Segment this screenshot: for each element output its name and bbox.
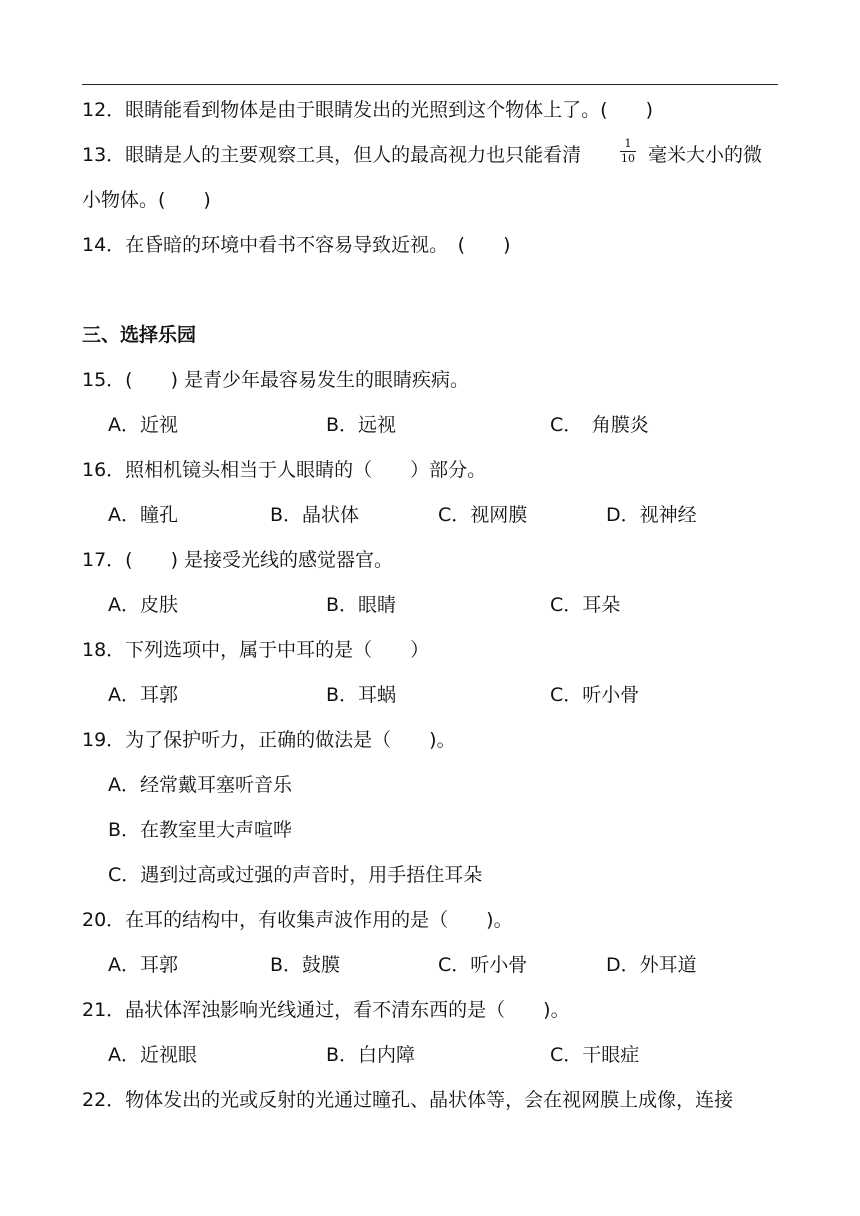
q16-option-a: A．瞳孔	[108, 504, 178, 526]
q20-option-d: D．外耳道	[606, 954, 697, 976]
question-18: 18．下列选项中，属于中耳的是（ ）	[82, 639, 430, 661]
q19-option-c: C．遇到过高或过强的声音时，用手捂住耳朵	[108, 864, 483, 886]
q20-option-b: B．鼓膜	[270, 954, 341, 976]
fraction-numerator: 1	[624, 137, 632, 150]
question-22: 22．物体发出的光或反射的光通过瞳孔、晶状体等，会在视网膜上成像，连接	[82, 1089, 734, 1111]
question-17: 17．( ) 是接受光线的感觉器官。	[82, 549, 394, 571]
q20-option-a: A．耳郭	[108, 954, 178, 976]
q17-option-a: A．皮肤	[108, 594, 178, 616]
question-13-part-a: 13．眼睛是人的主要观察工具，但人的最高视力也只能看清	[82, 144, 582, 166]
section-title: 三、选择乐园	[82, 324, 197, 346]
q21-option-a: A．近视眼	[108, 1044, 197, 1066]
q15-option-c: C． 角膜炎	[550, 414, 649, 436]
q18-option-a: A．耳郭	[108, 684, 178, 706]
q16-option-b: B．晶状体	[270, 504, 360, 526]
question-13-part-c: 小物体。( )	[82, 189, 211, 211]
header-rule	[82, 84, 778, 85]
q18-option-b: B．耳蜗	[326, 684, 397, 706]
q15-option-a: A．近视	[108, 414, 178, 436]
question-19: 19．为了保护听力，正确的做法是（ )。	[82, 729, 456, 751]
question-12: 12．眼睛能看到物体是由于眼睛发出的光照到这个物体上了。( )	[82, 99, 654, 121]
question-15: 15．( ) 是青少年最容易发生的眼睛疾病。	[82, 369, 470, 391]
question-20: 20．在耳的结构中，有收集声波作用的是（ )。	[82, 909, 513, 931]
question-14: 14．在昏暗的环境中看书不容易导致近视。 ( )	[82, 234, 511, 256]
q21-option-c: C．干眼症	[550, 1044, 640, 1066]
q16-option-d: D．视神经	[606, 504, 697, 526]
q19-option-a: A．经常戴耳塞听音乐	[108, 774, 292, 796]
fraction-one-tenth	[618, 138, 638, 165]
question-13-part-b: 毫米大小的微	[648, 144, 763, 166]
q18-option-c: C．听小骨	[550, 684, 640, 706]
q15-option-b: B．远视	[326, 414, 397, 436]
q17-option-c: C．耳朵	[550, 594, 621, 616]
q16-option-c: C．视网膜	[438, 504, 528, 526]
q21-option-b: B．白内障	[326, 1044, 416, 1066]
q20-option-c: C．听小骨	[438, 954, 528, 976]
q17-option-b: B．眼睛	[326, 594, 397, 616]
q19-option-b: B．在教室里大声喧哗	[108, 819, 293, 841]
question-16: 16．照相机镜头相当于人眼睛的（ ）部分。	[82, 459, 487, 481]
question-21: 21．晶状体浑浊影响光线通过，看不清东西的是（ )。	[82, 999, 570, 1021]
fraction-denominator: 10	[621, 152, 635, 165]
